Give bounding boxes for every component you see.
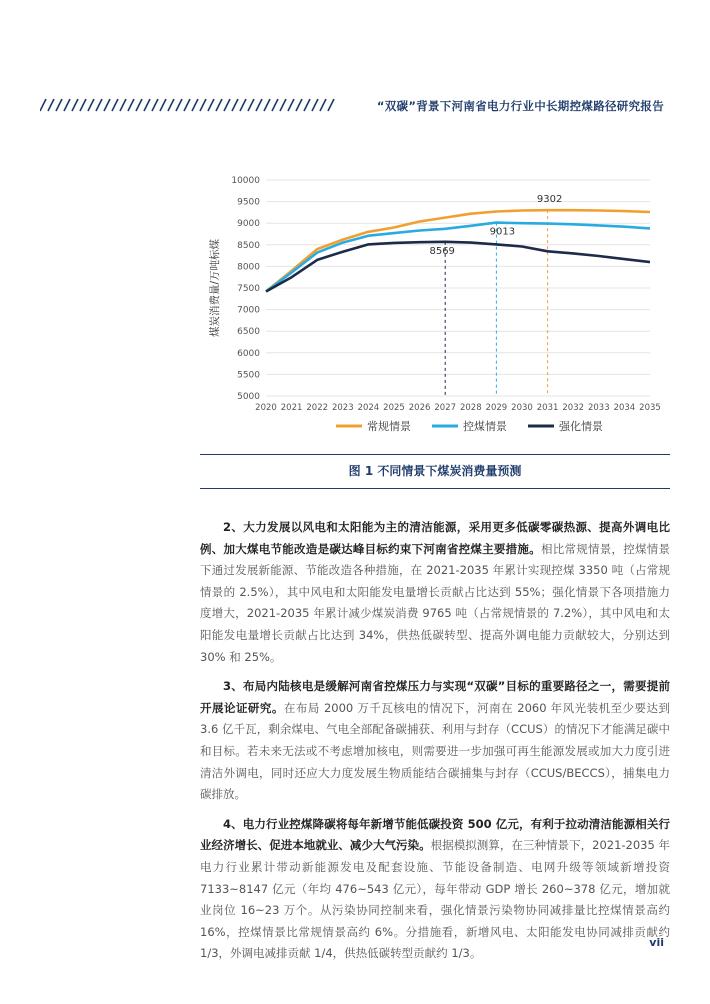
document-title: “双碳”背景下河南省电力行业中长期控煤路径研究报告 xyxy=(376,99,664,113)
hatch-stroke xyxy=(328,99,334,111)
hatch-stroke xyxy=(56,99,62,111)
x-tick-label: 2035 xyxy=(639,403,661,413)
paragraph-4-lead: 4、电力行业控煤降碳将每年新增节能低碳投资 500 亿元，有利于拉动清洁能源相关行业经济增长、促进本地就业、减少大气污染。 xyxy=(200,816,670,853)
paragraph-4 xyxy=(200,814,670,965)
hatch-stroke xyxy=(136,99,142,111)
paragraph-2 xyxy=(200,517,670,668)
paragraph-3-body: 在布局 2000 万千瓦核电的情况下，河南在 2060 年风光装机至少要达到 3.6 亿千瓦，剩余煤电、气电全部配备碳捕获、利用与封存（CCUS）的情况下才能满足碳中和目标。若未来无法或不考虑增加核电，则需要进一步加强可再生能源发展或加大力度引进清洁外调电，同时还应大力度发展生物质能结合碳捕集与封存（CCUS/BECCS），捕集电力碳排放。 xyxy=(200,700,670,802)
hatch-stroke xyxy=(160,99,166,111)
hatch-stroke xyxy=(80,99,86,111)
hatch-stroke xyxy=(272,99,278,111)
peak-value-label: 9013 xyxy=(489,226,516,238)
findings-text xyxy=(200,517,670,973)
hatch-stroke xyxy=(296,99,302,111)
y-tick-label: 7500 xyxy=(237,284,260,294)
x-tick-label: 2024 xyxy=(357,403,380,413)
x-tick-label: 2032 xyxy=(562,403,585,413)
hatch-stroke xyxy=(320,99,326,111)
hatch-stroke xyxy=(112,99,118,111)
y-tick-label: 9500 xyxy=(237,197,260,208)
legend-label: 控煤情景 xyxy=(463,420,507,433)
hatch-stroke xyxy=(40,99,46,111)
legend-label: 强化情景 xyxy=(559,420,603,433)
paragraph-3 xyxy=(200,676,670,806)
hatch-stroke xyxy=(64,99,70,111)
figure-caption: 图 1 不同情景下煤炭消费量预测 xyxy=(348,464,522,478)
hatch-stroke xyxy=(72,99,78,111)
hatch-stroke xyxy=(304,99,310,111)
paragraph-2-body: 相比常规情景，控煤情景下通过发展新能源、节能改造各种措施，在 2021-2035 年累计实现控煤 3350 吨（占常规情景的 2.5%），其中风电和太阳能发电量增长贡献占比达到 55%；强化情景下各项措施力度增大，2021-2035 年累计减少煤炭消费 9765 吨（占常规情景的 7.2%），其中风电和太阳能发电量增长贡献占比达到 34%，供热低碳转型、提高外调电能力贡献较大，分别达到 30% 和 25%。 xyxy=(200,541,671,664)
x-tick-label: 2033 xyxy=(587,403,610,413)
header-hatch-decoration xyxy=(40,98,340,112)
coal-consumption-line-chart xyxy=(200,168,680,438)
x-tick-label: 2028 xyxy=(459,403,482,413)
hatch-stroke xyxy=(240,99,246,111)
hatch-stroke xyxy=(88,99,94,111)
y-tick-label: 10000 xyxy=(231,176,260,186)
caption-bottom-rule xyxy=(200,488,670,489)
paragraph-2-lead: 2、大力发展以风电和太阳能为主的清洁能源，采用更多低碳零碳热源、提高外调电比例、加大煤电节能改造是碳达峰目标约束下河南省控煤主要措施。 xyxy=(200,520,670,556)
y-tick-label: 5500 xyxy=(237,370,260,381)
x-tick-label: 2034 xyxy=(613,403,636,413)
x-tick-label: 2020 xyxy=(255,403,277,413)
paragraph-3-lead: 3、布局内陆核电是缓解河南省控煤压力与实现“双碳”目标的重要路径之一，需要提前开展论证研究。 xyxy=(200,679,670,715)
hatch-stroke xyxy=(176,99,182,111)
y-axis-title: 煤炭消费量/万吨标煤 xyxy=(209,238,221,338)
hatch-stroke xyxy=(216,99,222,111)
y-tick-label: 6500 xyxy=(237,327,260,338)
hatch-stroke xyxy=(96,99,102,111)
hatch-stroke xyxy=(128,99,134,111)
x-tick-label: 2030 xyxy=(511,403,533,413)
hatch-stroke xyxy=(264,99,270,111)
hatch-stroke xyxy=(232,99,238,111)
y-tick-label: 8000 xyxy=(237,262,260,273)
hatch-stroke xyxy=(184,99,190,111)
hatch-stroke xyxy=(104,99,110,111)
y-tick-label: 7000 xyxy=(237,305,260,316)
y-tick-label: 9000 xyxy=(237,219,260,230)
x-tick-label: 2031 xyxy=(536,403,559,413)
x-tick-label: 2026 xyxy=(408,403,431,413)
hatch-stroke xyxy=(256,99,262,111)
y-tick-label: 6000 xyxy=(237,348,260,359)
caption-top-rule xyxy=(200,454,670,455)
hatch-stroke xyxy=(48,99,54,111)
hatch-stroke xyxy=(200,99,206,111)
y-tick-label: 5000 xyxy=(237,392,260,402)
peak-value-label: 8569 xyxy=(429,245,455,257)
legend-label: 常规情景 xyxy=(367,420,411,433)
hatch-stroke xyxy=(168,99,174,111)
x-tick-label: 2023 xyxy=(331,403,354,413)
paragraph-4-body: 根据模拟测算，在三种情景下，2021-2035 年电力行业累计带动新能源发电及配套设施、节能设备制造、电网升级等领域新增投资 7133~8147 亿元（年均 476~543 亿元），每年带动 GDP 增长 260~378 亿元，增加就业岗位 16~23 万个。从污染协同控制来看，强化情景污染物协同减排量比控煤情景高约 16%，控煤情景比常规情景高约 6%。分措施看，新增风电、太阳能发电协同减排贡献约 1/3，外调电减排贡献 1/4，供热低碳转型贡献约 1/3。 xyxy=(200,838,671,961)
x-tick-label: 2025 xyxy=(383,403,405,413)
hatch-stroke xyxy=(248,99,254,111)
page-number: vii xyxy=(649,936,664,949)
hatch-stroke xyxy=(288,99,294,111)
hatch-stroke xyxy=(152,99,158,111)
hatch-stroke xyxy=(120,99,126,111)
x-tick-label: 2022 xyxy=(306,403,329,413)
peak-value-label: 9302 xyxy=(536,194,563,206)
hatch-stroke xyxy=(280,99,286,111)
hatch-stroke xyxy=(192,99,198,111)
x-tick-label: 2027 xyxy=(434,403,457,413)
hatch-stroke xyxy=(312,99,318,111)
hatch-stroke xyxy=(208,99,214,111)
hatch-stroke xyxy=(144,99,150,111)
y-tick-label: 8500 xyxy=(237,240,260,251)
x-tick-label: 2021 xyxy=(280,403,303,413)
x-tick-label: 2029 xyxy=(485,403,508,413)
hatch-stroke xyxy=(224,99,230,111)
